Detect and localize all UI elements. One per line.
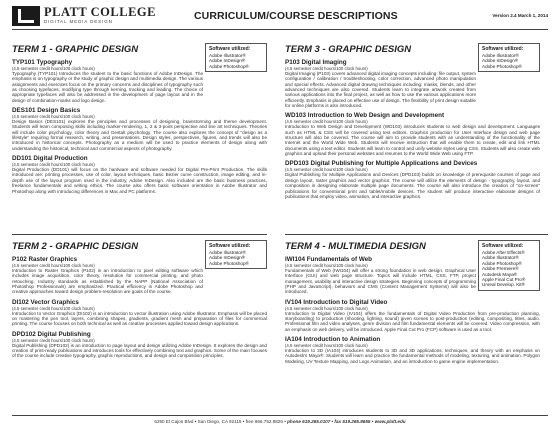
term-4 xyxy=(285,240,540,364)
right-column xyxy=(285,43,540,203)
software-item: Adobe InDesign® xyxy=(482,58,519,64)
course-description: Introduction to Vector Graphics (DI102) is an introduction to vector illustration using Adobe Illustrator. Emphasis will be placed on mastering the pen tool, layers, combining shapes, gradients, gradient mesh and preparation of files for commercial printing. The course focuses on both technical as well as creative processes applied toward design applications. xyxy=(12,310,267,327)
software-item: Adobe Illustrator® xyxy=(209,250,246,255)
software-item: Adobe Illustrator® xyxy=(482,255,519,261)
software-item: Adobe Illustrator® xyxy=(482,53,519,58)
brand-subtitle: DIGITAL MEDIA DESIGN xyxy=(44,19,113,24)
course-description: Digital Production (DD101) will focus on the hardware and software needed for Digital Pre-Print Production. The skills introduced are: printing processes, use of color, layout techniques, basic Bezier curve construction, image editing, and in-depth use of the layout program used in the industry, Adobe InDesign. Also included are the basic business practices, freelance fundamentals and writing ethics. The course also offers basic software orientation in Adobe Illustrator and Photoshop along with introducing differences in Mac and PC platforms. xyxy=(12,167,267,194)
course-block xyxy=(285,336,540,364)
header-divider xyxy=(12,29,548,30)
course-title: IA104 Introduction to Animation xyxy=(285,336,381,344)
software-title: Software utilized: xyxy=(482,46,524,52)
footer-fax: fax 619.265.8655 xyxy=(334,419,371,424)
software-item: Adobe InDesign® xyxy=(209,58,246,64)
footer-address: 6250 El Cajon Blvd • San Diego, CA 92115 • free 866.752.8826 • xyxy=(154,419,286,424)
software-item: Adobe Photoshop® xyxy=(209,260,249,266)
course-description: Digital Publishing for Multiple Applications and Devices (DPD103) builds on knowledge of prerequisite courses of page and design layout, raster graphics and vector graphics. The course will utilize the elements of design - typography, layout, and composition in designing elaborate multiple page documents. The course will also introduce the creation of "on-screen" publications for conventional print and tablet/mobile devices. The student will produce interactive elaborate designs of publications that employ video, animation, and interactive graphics. xyxy=(285,172,540,199)
course-credit: (4.5 semester credit hours/100 clock hours) xyxy=(285,305,368,311)
course-title: P103 Digital Imaging xyxy=(285,59,347,66)
left-column-lower xyxy=(12,240,267,363)
brand-name: PLATT COLLEGE xyxy=(44,5,156,19)
course-block xyxy=(12,331,267,359)
right-column-lower xyxy=(285,240,540,368)
section-divider-right xyxy=(285,234,548,235)
software-item: Adobe Premiere® xyxy=(482,266,519,272)
term-title: TERM 3 - GRAPHIC DESIGN xyxy=(285,44,412,55)
software-item: Adobe Photoshop® xyxy=(209,63,249,69)
course-title: DPD103 Digital Publishing for Multiple Applications and Devices xyxy=(285,160,478,168)
footer-phone: phone 619.265.0107 xyxy=(287,419,331,424)
course-title: WD103 Introduction to Web Design and Development xyxy=(285,112,445,120)
version-label: Version 2.4 March 1, 2014 xyxy=(492,13,548,18)
software-box xyxy=(205,240,267,269)
course-block xyxy=(12,107,267,151)
course-description: Introduction to Web Design and Development (WD103) introduces students to web design and development. Languages such as HTML & CSS will be covered using text editors. Graphics production for User Interface design and web page structure will also be covered. The course will aim to provide students with an understanding of the functionality of the Internet and the World Wide Web. Students will receive instruction that will enable them to create, edit and link HTML documents using a text editor. Students will learn to control and unify website styles using CSS. Students will also create web graphics and upload their personal websites and resumes to the World Wide Web using FTP. xyxy=(285,124,540,157)
software-item: Adobe Photoshop® xyxy=(482,63,522,69)
course-description: Design Basics (DES101) explores the principles and processes of designing, brainstorming and theme development. Students will learn composing skills including marker-rendering, 1, 2 & 3-point perspective and line art techniques. Theories will include color psychology, color theory and Gestalt psychology. The course also explores the concept of "design as a lifestyle" requiring formal research, writing, and presentations. Design styles, perspectives, figures, and trends will also be introduced in historical concepts. Photography as a medium will be used to practice elements of design along with understanding the historical, technical and commercial aspects of photography. xyxy=(12,119,267,151)
course-description: Digital Imaging (P103) covers advanced digital imaging concepts including: file output, system configuration / calibration / troubleshooting, color correction, advanced photo manipulation and special effects. Advanced digital drawing techniques including: masks, blends, and other advanced techniques are also covered. Students learn to integrate artwork created from various applications into the final project, as well as how to use the various applications more efficiently. Emphasis is placed on effective use of design. The flexibility of print design suitable for online platforms is also introduced. xyxy=(285,71,476,109)
course-credit: (4.5 semester credit hours/100 clock hours) xyxy=(12,66,95,71)
term-3 xyxy=(285,43,540,199)
software-item: Unreal Develop. Kit® xyxy=(482,282,525,288)
footer-website-link[interactable]: www.platt.edu xyxy=(374,419,406,424)
course-description: Digital Publishing (DPD102) is an introduction to page layout and design utilizing Adobe InDesign. It explores the design and creation of print-ready publications and introduces tools for effectively combining text and graphics. Some of the main focuses of the course include creative typography, graphic reproductions, and design and composition principles. xyxy=(12,342,268,359)
course-block xyxy=(12,299,267,327)
term-title: TERM 4 - MULTIMEDIA DESIGN xyxy=(285,241,426,252)
course-title: DPD102 Digital Publishing xyxy=(12,330,91,338)
term-2 xyxy=(12,240,267,359)
software-title: Software utilized: xyxy=(209,243,251,249)
course-credit: (4.5 semester credit hours/100 clock hours) xyxy=(12,263,95,268)
course-credit: (4.5 semester credit hours/100 clock hours) xyxy=(285,66,368,71)
page-title: CURRICULUM/COURSE DESCRIPTIONS xyxy=(194,10,398,22)
course-title: IV104 Introduction to Digital Video xyxy=(285,298,388,306)
course-description: Fundamentals of Web (IWI104) will offer a strong foundation in web design. Graphical User Interface (GUI) and web page structure. Topics will include HTML, CSS, FTP, project management, usability and interactive design strategies. Beginning concepts of programming (PHP and JavaScript), behaviors and CMS (Content Management Systems) will also be introduced. xyxy=(285,268,476,295)
course-credit: (4.5 semester credit hours/100 clock hours) xyxy=(285,167,368,173)
software-item: Adobe After Effects® xyxy=(482,250,525,255)
course-title: TYP101 Typography xyxy=(12,59,73,66)
page-header xyxy=(12,6,548,28)
software-box xyxy=(205,43,267,72)
course-block xyxy=(285,112,540,156)
course-description: Introduction to Raster Graphics (P102) is an introduction to pixel editing software which includes image acquisition, color theory, resolution for commercial printing, and photo retouching. Industry standards as established by the NAPP (National Association of Photoshop Professionals) are emphasized. Practical efficiency in Adobe Photoshop and creative approaches toward design problem-resolution are goals of the course. xyxy=(12,268,203,295)
course-title: DES101 Design Basics xyxy=(12,107,81,115)
course-title: DI102 Vector Graphics xyxy=(12,298,79,306)
course-credit: (4.5 semester credit hours/100 clock hours) xyxy=(285,119,368,125)
course-credit: (4.5 semester credit hours/100 clock hours) xyxy=(12,305,95,311)
course-block xyxy=(285,299,540,332)
page-footer: 6250 El Cajon Blvd • San Diego, CA 92115 • free 866.752.8826 • phone 619.265.0107 • fax 619.265.8655 • www.platt.edu xyxy=(154,419,406,424)
course-credit: (4.5 semester credit hours/100 clock hours) xyxy=(285,263,368,268)
course-credit: (4.5 semester credit hours/100 clock hours) xyxy=(285,343,368,349)
course-description: Typography (TYP101) Introduces the student to the basic functions of Adobe InDesign. The emphasis is on typography or the study of graphic design and multimedia design. The various assignments and exercises focus on the primary concerns and disciplines of typography such as choosing typefaces, modifying type through kerning, tracking and leading. The choice of appropriate typefaces will also be addressed in the development of page layout and in the design of combination-marks and logo design. xyxy=(12,71,203,103)
course-title: IWI104 Fundamentals of Web xyxy=(285,256,373,263)
course-title: DD101 Digital Production xyxy=(12,155,88,163)
footer-divider xyxy=(12,415,548,416)
software-item: Adobe Photoshop® xyxy=(482,260,522,266)
term-1 xyxy=(12,43,267,194)
software-item: Adobe Illustrator® xyxy=(209,53,246,58)
term-title: TERM 1 - GRAPHIC DESIGN xyxy=(12,44,139,55)
course-block xyxy=(12,155,267,194)
course-block xyxy=(285,160,540,199)
left-column xyxy=(12,43,267,198)
course-description: Introduction to Digital Video (IV104) offers the fundamentals of Digital Video Production from pre-production planning, storyboarding) to production (shooting, lighting, sound) given scenes to post-production (editing, compositing, titles, audio. Professional film and video analyses, genre division and film fundamental elements will be covered. Video compression, with an emphasis on web delivery, will be introduced. Apple Final Cut Pro (FCP) software is used as a tool. xyxy=(285,310,540,332)
software-title: Software utilized: xyxy=(209,46,251,52)
course-description: Introduction to 3D (IA104) introduces students to 3D and 3D applications, techniques, and theory with an emphasis on Autodesk's Maya®. Students will learn and practice the fundamental methods of modeling, texturing, and animation. Polygon Modeling, UV Texture Mapping, and Logo Animation, and an introduction to game engine implementation. xyxy=(285,348,540,364)
course-title: P102 Raster Graphics xyxy=(12,256,78,263)
software-title: Software utilized: xyxy=(482,243,524,249)
term-title: TERM 2 - GRAPHIC DESIGN xyxy=(12,241,139,252)
software-item: Apple Final Cut Pro® xyxy=(482,277,526,283)
section-divider-left xyxy=(12,234,267,235)
course-credit: (4.5 semester credit hours/100 clock hours) xyxy=(12,114,95,120)
software-item: Adobe InDesign® xyxy=(209,255,246,261)
software-box xyxy=(478,240,540,291)
course-credit: (4.5 semester credit hours/100 clock hours) xyxy=(12,337,95,343)
software-box xyxy=(478,43,540,72)
course-credit: (4.5 semester credit hours/100 clock hours) xyxy=(12,162,95,168)
platt-logo-icon xyxy=(12,6,40,26)
software-item: Autodesk Maya® xyxy=(482,271,518,277)
